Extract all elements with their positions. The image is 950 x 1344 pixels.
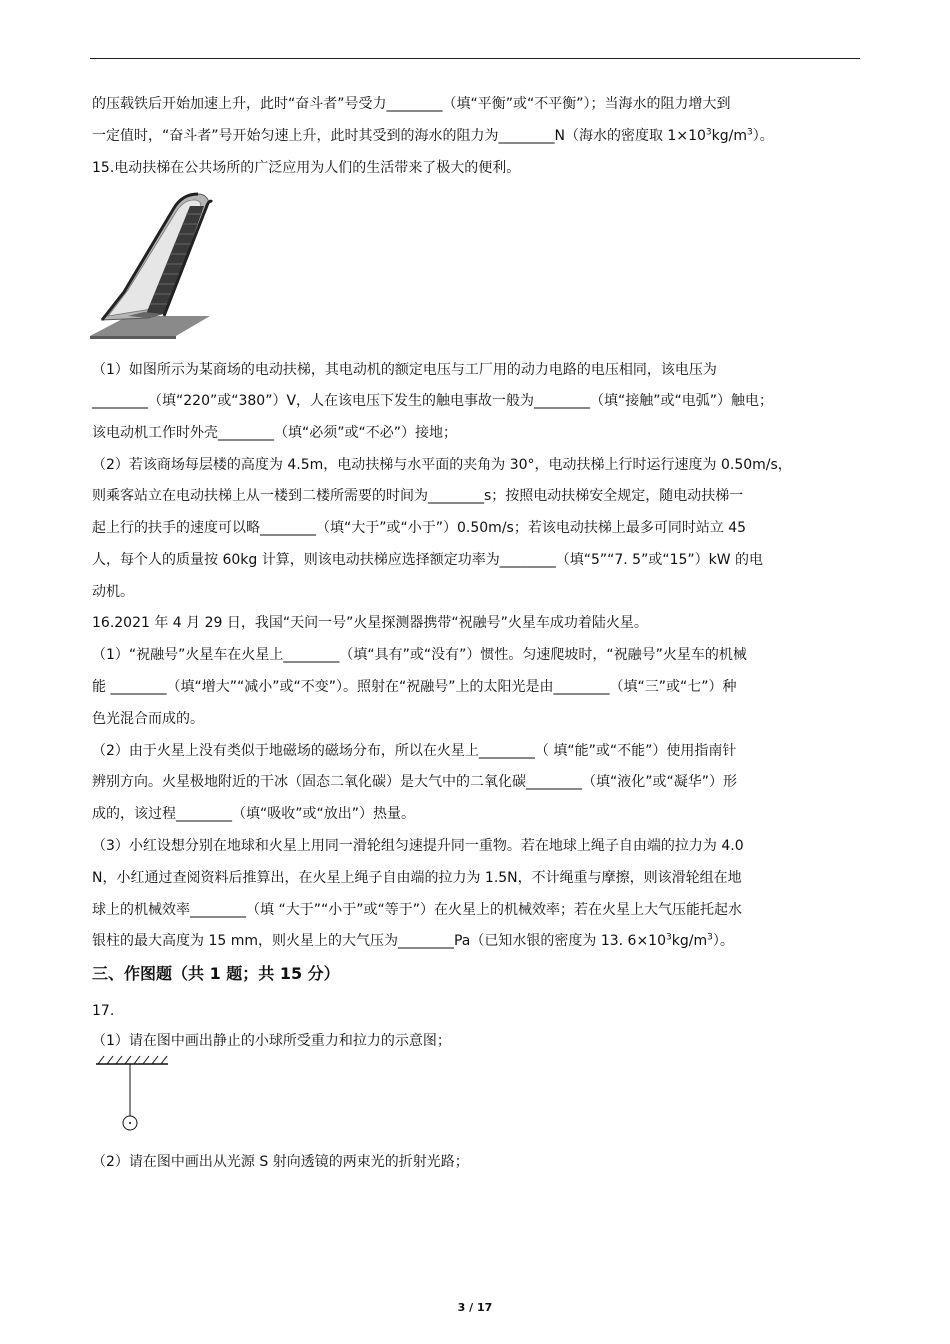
q17-part1: （1）请在图中画出静止的小球所受重力和拉力的示意图； <box>92 1033 451 1049</box>
q15-part1-line3: 该电动机工作时外壳________（填“必须”或“不必”）接地； <box>92 425 458 441</box>
section3-title: 三、作图题（共 1 题；共 15 分） <box>92 964 340 983</box>
q16-part1-line2: 能 ________（填“增大”“减小”或“不变”）。照射在“祝融号”上的太阳光是由________（填“三”或“七”）种 <box>92 679 737 695</box>
q15-intro: 15.电动扶梯在公共场所的广泛应用为人们的生活带来了极大的便利。 <box>92 160 521 176</box>
q16-part3-line3: 球上的机械效率________（填 “大于”“小于”或“等于”）在火星上的机械效率；若在火星上大气压能托起水 <box>92 902 742 918</box>
q16-part2-line1: （2）由于火星上没有类似于地磁场的磁场分布，所以在火星上________（ 填“能”或“不能”）使用指南针 <box>92 743 737 759</box>
q14-line1: 的压载铁后开始加速上升，此时“奋斗者”号受力________（填“平衡”或“不平衡”）；当海水的阻力增大到 <box>92 96 731 112</box>
q16-part3-line2: N，小红通过查阅资料后推算出，在火星上绳子自由端的拉力为 1.5N，不计绳重与摩擦，则该滑轮组在地 <box>92 870 742 886</box>
q16-part2-line2: 辨别方向。火星极地附近的干冰（固态二氧化碳）是大气中的二氧化碳________（填“液化”或“凝华”）形 <box>92 774 738 790</box>
q16-part3-line4: 银柱的最大高度为 15 mm，则火星上的大气压为________Pa（已知水银的密度为 13. $6\times 10^3kg/m^3$）。 <box>92 932 734 949</box>
header-rule <box>90 58 860 59</box>
q15-part2-line3: 起上行的扶手的速度可以略________（填“大于”或“小于”）0.50m/s；若该电动扶梯上最多可同时站立 45 <box>92 520 747 536</box>
q16-intro: 16.2021 年 4 月 29 日，我国“天问一号”火星探测器携带“祝融号”火星车成功着陆火星。 <box>92 615 648 631</box>
ceiling-hatching <box>98 1056 167 1064</box>
escalator-figure <box>88 190 213 340</box>
q15-part2-line2: 则乘客站立在电动扶梯上从一楼到二楼所需要的时间为________s；按照电动扶梯安全规定，随电动扶梯一 <box>92 488 744 504</box>
q14-line2: 一定值时，“奋斗者”号开始匀速上升，此时其受到的海水的阻力为________N（海水的密度取 $1\times 10^3kg/m^3$）。 <box>92 127 774 144</box>
q15-part2-line5: 动机。 <box>92 584 134 600</box>
q16-part1-line3: 色光混合而成的。 <box>92 711 204 727</box>
q15-part2-line1: （2）若该商场每层楼的高度为 4.5m，电动扶梯与水平面的夹角为 30°，电动扶梯上行时运行速度为 0.50m/s， <box>92 457 792 473</box>
page-number: 3 / 17 <box>457 1301 493 1314</box>
q15-part1-line1: （1）如图所示为某商场的电动扶梯，其电动机的额定电压与工厂用的动力电路的电压相同，该电压为 <box>92 362 717 378</box>
q17-part2: （2）请在图中画出从光源 S 射向透镜的两束光的折射光路； <box>92 1154 469 1170</box>
q16-part2-line3: 成的，该过程________（填“吸收”或“放出”）热量。 <box>92 806 416 822</box>
q15-part1-line2: ________（填“220”或“380”）V，人在该电压下发生的触电事故一般为________（填“接触”或“电弧”）触电； <box>92 393 774 409</box>
q16-part3-line1: （3）小红设想分别在地球和火星上用同一滑轮组匀速提升同一重物。若在地球上绳子自由端的拉力为 4.0 <box>92 838 744 854</box>
q16-part1-line1: （1）“祝融号”火星车在火星上________（填“具有”或“没有”）惯性。匀速爬坡时，“祝融号”火星车的机械 <box>92 647 747 663</box>
q17-number: 17. <box>92 1003 115 1019</box>
pendulum-figure <box>92 1052 172 1142</box>
q15-part2-line4: 人，每个人的质量按 60kg 计算，则该电动扶梯应选择额定功率为________（填“5”“7. 5”或“15”）kW 的电 <box>92 552 764 568</box>
